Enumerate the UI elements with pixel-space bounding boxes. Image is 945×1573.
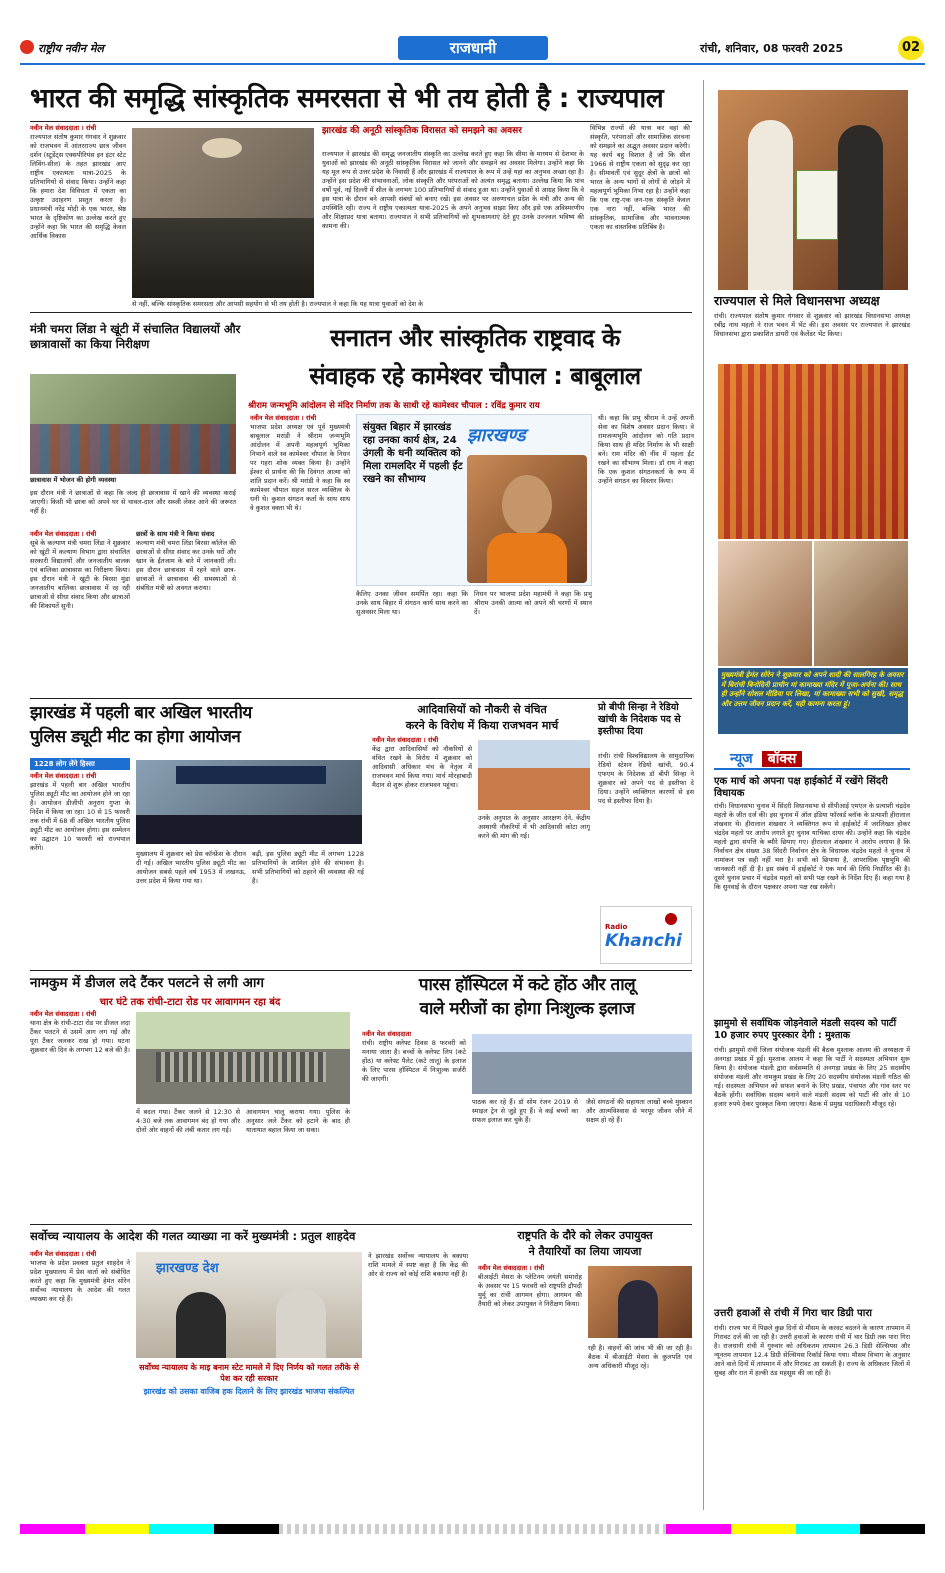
lead-col1-text: राज्यपाल संतोष कुमार गंगवार ने शुक्रवार को राजभवन में आंतरराज्य छात्र जीवन दर्शन (स्टूडेंट्स एक्सपीरियंस इन इंटर स्टेट लिविंग-सील) के तहत झारखंड आए राष्ट्रीय एकात्मता यात्रा-2025 के प्रतिभागियों से संवाद किया। उन्होंने कहा कि हमारा देश विविधता में एकता का उत्कृष्ट उदाहरण प्रस्तुत करता है। प्रधानमंत्री नरेंद्र मोदी के एक भारत, श्रेष्ठ भारत के दृष्टिकोण का उल्लेख करते हुए उन्होंने कहा कि भारत की समृद्धि केवल आर्थिक विकास [30,133,126,240]
news-box-label2: बॉक्स [762,751,803,767]
police-byline: नवीन मेल संवाददाता । रांची [30,772,97,780]
babulal-bottom-a: कैलिए उनका जीवन समर्पित रहा। कहा कि उनके साथ बिहार में संगठन कार्य साथ करने का सुअवसर मिला था। [356,590,468,616]
crowd-shape [156,1052,326,1082]
mid-rule-2 [30,970,692,971]
babulal-bottom-b: निधन पर भाजपा प्रदेश महामंत्री ने कहा कि प्रभु श्रीराम उनकी आत्मा को अपने श्री चरणों में स्थान दें। [474,590,592,616]
hospital-col1-text: रांची। राष्ट्रीय क्लेफ्ट दिवस 8 फरवरी को मनाया जाता है। बच्चों के क्लेफ्ट लिप (कटे होंठ) या क्लेफ्ट पैलेट (कटे तालू) के इलाज के लिए पारस हॉस्पिटल में निःशुल्क सर्जरी की जाएगी। [362,1039,466,1083]
upayukt-headline-2: ने तैयारियों का लिया जायजा [528,1245,642,1258]
tanker-photo [136,1012,350,1104]
upayukt-photo [588,1266,692,1338]
adivasi-col1-text: केंद्र द्वारा आदिवासियों को नौकरियों से वंचित रखने के विरोध में शुक्रवार को आदिवासी अधिकार मंच के नेतृत्व में राजभवन मार्च किया गया। मार्च मोरहाबादी मैदान से शुरू होकर राजभवन पहुंचा। [372,745,472,789]
babulal-headline-2: संवाहक रहे कामेश्वर चौपाल : बाबूलाल [309,362,641,390]
police-tag: 1228 लोग लेंगे हिस्सा [30,758,130,770]
hostel-photo [30,374,236,474]
audience-shape [132,218,314,298]
police-col1 [30,772,130,968]
police-headline-1: झारखंड में पहली बार अखिल भारतीय [30,703,252,723]
nb1-text: रांची। विधानसभा चुनाव में सिंदरी विधानसभा से सीपीआई एमएल के प्रत्याशी चंद्रदेव महतो के जीत दर्ज की। इस चुनाव में ऑल इंडिया फॉरवर्ड ब्लॉक के प्रत्याशी हीरालाल शंखवार थे। हीरालाल शंखवार ने व्यक्तिगत रूप से हाईकोर्ट में जरलिखत होकर चंद्रदेव महतो पर आरोप लगाते हुए चुनाव याचिका दायर की। उन्होंने कहा कि चंद्रदेव महतो द्वारा संपत्ति के ब्यौरे छिपाए गए। हीरालाल शंखवार ने आरोप लगाया है कि निर्वाचन क्षेत्र संख्या 38 सिंदरी निर्वाचन क्षेत्र के विधायक चंद्रदेव महतो ने चुनाव में नामांकन पत्र सही नहीं भरा है। सभी को छिपाया है, आपराधिक पृष्ठभूमि की जानकारी नहीं दी है। इस संबंध में हाईकोर्ट ने एक मार्च की तिथि निर्धारित की है। दूसरे चुनाव प्रचार में चंद्रदेव महतो को सभी पक्ष रखने के निर्देश दिए हैं। कहा गया है कि सुनवाई के दौरान पक्षकार अपना पक्ष रख सकेंगे। [714,802,910,891]
speaker-left-figure [176,1292,226,1358]
governor-caption: राज्यपाल से मिले विधानसभा अध्यक्ष [714,293,880,308]
hospital-headline-1: पारस हॉस्पिटल में कटे होंठ और तालू [418,975,636,995]
minister-byline: नवीन मेल संवाददाता । रांची [30,530,97,538]
adivasi-headline-1: आदिवासियों को नौकरी से वंचित [417,703,547,716]
babulal-quote: संयुक्त बिहार में झारखंड रहा उनका कार्य क्षेत्र, 24 उंगली के धनी व्यक्तित्व को मिला रामलदिर में पहली ईंट रखने का सौभाग्य [363,422,463,485]
radio-logo-top: Radio [605,923,628,931]
temple-photo [718,364,908,539]
shahdeo-headline: सर्वोच्च न्यायालय के आदेश की गलत व्याख्या ना करें मुख्यमंत्री : प्रतुल शाहदेव [30,1229,356,1243]
hospital-col2: पाठक कर रहे हैं। डॉ सोम रंजन 2019 से स्माइल ट्रेन से जुड़े हुए हैं। वे कई बच्चों का सफल इलाज कर चुके हैं। [472,1098,578,1124]
right-col-divider [703,80,704,1510]
shahdeo-caption-sub: झारखंड को उसका वाजिब हक दिलाने के लिए झारखंड भाजपा संकल्पित [143,1387,355,1396]
fire-col2: में बदल गया। टैंकर जलने से 12:30 से 4:30 बजे तक आवागमन बंद हो गया और दोनों ओर वाहनों की लंबी कतार लग गई। [136,1108,240,1134]
shahdeo-col1 [30,1250,130,1512]
fire-headline: नामकुम में डीजल लदे टैंकर पलटने से लगी आग [30,975,264,991]
governor-story: रांची। राज्यपाल संतोष कुमार गंगवार से शुक्रवार को झारखंड विधानसभा अध्यक्ष रबींद्र नाथ महतो ने राज भवन में भेंट की। इस अवसर पर राज्यपाल ने झारखंड विधानसभा द्वारा प्रकाशित डायरी एवं कैलेंडर भेंट किया। [714,312,910,338]
minister-subhead: छात्रों के साथ मंत्री ने किया संवाद [136,530,215,538]
police-press-photo [136,760,362,844]
jharkhand-logo: झारखण्ड [467,425,526,446]
police-col2: मुख्यालय में शुक्रवार को प्रेस कॉन्फ्रेंस के दौरान दी गई। अखिल भारतीय पुलिस ड्यूटी मीट का आयोजन सबसे पहले वर्ष 1953 में लखनऊ, उत्तर प्रदेश में किया गया था। [136,850,246,885]
lead-subhead: झारखंड की अनूठी सांस्कृतिक विरासत को समझने का अवसर [322,126,522,136]
radio-text: रांची। रांची विश्वविद्यालय के सामुदायिक रेडियो स्टेशन रेडियो खांची, 90.4 एफएम के निदेशक डॉ बीपी सिन्हा ने शुक्रवार को अपने पद से इस्तीफा दे दिया। उन्होंने व्यक्तिगत कारणों से इस पद से इस्तीफा दिया है। [598,752,694,805]
radio-dot-icon [665,913,677,925]
hospital-col3: जैसे संगठनों की सहायता लाखों बच्चे मुस्कान और आत्मविश्वास से भरपूर जीवन जीने में सक्षम हो रहे हैं। [586,1098,692,1124]
minister-headline: मंत्री चमरा लिंडा ने खूंटी में संचालित विद्यालयों और छात्रावासों का किया निरीक्षण [30,322,241,351]
shahdeo-photo [136,1252,362,1358]
adivasi-col1 [372,736,472,968]
fire-subhead: चार घंटे तक रांची-टाटा रोड पर आवागमन रहा बंद [99,997,281,1008]
upayukt-headline-1: राष्ट्रपति के दौरे को लेकर उपायुक्त [517,1229,653,1242]
rajbhavan-photo [478,740,590,810]
minister-col2 [136,530,236,690]
chandelier-icon [202,138,242,158]
adivasi-byline: नवीन मेल संवाददाता । रांची [372,736,439,744]
minister-col2-text: कल्याण मंत्री चमरा लिंडा बिरसा कॉलेज की छात्राओं से सीधा संवाद कर उनके घरों और खान के ईंतजाम के बारे में जानकारी ली। इस दौरान छात्रावास में रहने वाले छात्र-छात्राओं ने छात्रावास की समस्याओं से संबंधित मंत्री को अवगत कराया। [136,539,236,592]
cm-caption: मुख्यमंत्री हेमंत सोरेन ने शुक्रवार को अपने शादी की सालगिरह के अवसर में बिरांची बिनोदिनी प्राचीन मां कामाख्या मंदिर में पूजा-अर्चना की। साथ ही उन्होंने सोशल मीडिया पर लिखा, मां कामाख्या सभी को सुखी, समृद्ध और उत्तम जीवन प्रदान करें, यही कामना करता हूं। [718,668,908,734]
babulal-col3: थी। कहा कि प्रभु श्रीराम ने उन्हें अपनी सेवा का विशेष अवसर प्रदान किया। वे रामजन्मभूमि आंदोलन को गति प्रदान किया साथ ही मंदिर निर्माण के भी साक्षी बने। राम मंदिर की नींव में पहला ईंट रखने का सौभाग्य मिला। डॉ राय ने कहा कि एक कुशल संगठनकर्ता के रूप में उन्होंने संगठन का विस्तार किया। [598,414,694,485]
officers-table [136,815,362,844]
nb3-headline: उत्तरी हवाओं से रांची में गिरा चार डिग्री पारा [714,1308,873,1319]
lead-photo [132,128,314,298]
masthead [20,36,925,66]
fire-col1 [30,1010,130,1220]
fire-byline: नवीन मेल संवाददाता । रांची [30,1010,97,1018]
lead-bottom-rule [30,312,692,313]
paper-logo-icon [20,40,34,54]
nb3-text: रांची। राज्य भर में पिछले कुछ दिनों से मौसम के करवट बदलने के कारण तापमान में गिरावट दर्ज की जा रही है। उत्तरी हवाओं के कारण रांची में चार डिग्री तक पारा गिरा है। राजधानी रांची में गुरुवार को अधिकतम तापमान 26.3 डिग्री सेल्सियस और न्यूनतम तापमान 12.4 डिग्री सेल्सियस रिकॉर्ड किया गया। मौसम विभाग के अनुसार आने वाले दिनों में तापमान में और गिरावट आ सकती है। राज्य के अधिकतर जिलों में सुबह और रात में हल्की ठंड महसूस की जा रही है। [714,1324,910,1377]
shahdeo-byline: नवीन मेल संवाददाता । रांची [30,1250,97,1258]
mid-rule-3 [30,1224,692,1225]
chaupal-photo [467,455,587,583]
dateline: रांची, शनिवार, 08 फरवरी 2025 [700,42,844,55]
shahdeo-col1-text: भाजपा के प्रदेश प्रवक्ता प्रतुल शाहदेव ने प्रदेश मुख्यालय में प्रेस वार्ता को संबोधित करते हुए कहा कि मुख्यमंत्री हेमंत सोरेन सर्वोच्च न्यायालय के आदेश की गलत व्याख्या कर रहे हैं। [30,1259,130,1303]
police-col1-text: झारखंड में पहली बार अखिल भारतीय पुलिस ड्यूटी मीट का आयोजन होने जा रहा है। आयोजन डीजीपी अनुराग गुप्ता के निर्देश में किया जा रहा। 10 से 15 फरवरी तक रांची में 68 वीं अखिल भारतीय पुलिस ड्यूटी मीट का आयोजन होगा। इस सम्मेलन का उद्घाटन 10 फरवरी को राज्यपाल करेंगे। [30,781,130,852]
police-col3: बढ़ी, इस पुलिस ड्यूटी मीट में लगभग 1228 प्रतिभागियों के शामिल होने की संभावना है। सभी प्रतिभागियों को ठहरने की व्यवस्था की गई है। [252,850,364,885]
officer-figure [618,1280,658,1338]
upayukt-byline: नवीन मेल संवाददाता । रांची [478,1264,545,1272]
press-logo: झारखण्ड देश [156,1261,219,1276]
babulal-col1 [250,414,350,594]
lead-col3: विभिन्न राज्यों की यात्रा कर वहां की संस्कृति, परंपराओं और सामाजिक संरचना को समझने का अद्भुत अवसर प्रदान करेगी। यह कार्य बहु विशाल है जो कि सील 1966 से राष्ट्रीय एकता को सुदृढ़ कर रहा है। सीमावर्ती एवं सुदूर क्षेत्रों के छात्रों को भारत के अन्य भागों से लोगों से जोड़ने में महत्वपूर्ण भूमिका निभा रहा है। उन्होंने कहा कि एक राष्ट्र-एक जन-एक संस्कृति केवल एक नारा नहीं, बल्कि भारत की सांस्कृतिक, सामाजिक और भावनात्मक एकता का वास्तविक प्रतिबिंब है। [590,124,690,231]
babulal-subhead: श्रीराम जन्मभूमि आंदोलन से मंदिर निर्माण तक के साथी रहे कामेश्वर चौपाल : रविंद्र कुमार राय [248,401,540,411]
minister-col1-text: सूबे के कल्याण मंत्री चमरा लिंडा ने शुक्रवार को खूंटी में कल्याण विभाग द्वारा संचालित सरकारी विद्यालयों और जनजातीय बालक एवं बालिका छात्रावास का निरीक्षण किया। इस दौरान मंत्री ने खूंटी के बिरसा मुंडा जनजातीय बालिका छात्रावास में रह रही छात्राओं से सीधा संवाद किया और छात्राओं की शिकायतें सुनी। [30,539,130,610]
cm-photo-1 [718,541,812,666]
mid-rule-1 [30,698,692,699]
speaker-right-figure [276,1288,326,1358]
adivasi-col2: उनके अनुपात के अनुसार आरक्षण देने, केंद्रीय अस्थायी नौकरियों में भी आदिवासी कोटा लागू करने की मांग की गई। [478,814,590,840]
governor-figure [748,120,793,290]
lead-tail: से नहीं, बल्कि सांस्कृतिक समरसता और आपसी सहयोग से भी तय होती है। राज्यपाल ने कहा कि यह यात्रा युवाओं को देश के [132,300,424,308]
lead-col1 [30,124,126,302]
babulal-quote-box [356,414,592,586]
nb1-headline: एक मार्च को अपना पक्ष हाईकोर्ट में रखेंगे सिंदरी विधायक [714,776,888,799]
shahdeo-caption: सर्वोच्च न्यायालय के माइ बनाम स्टेट मामले में दिए निर्णय को गलत तरीके से पेश कर रही सरकार [139,1363,359,1383]
fire-col3: आवागमन चालू कराया गया। पुलिस के अनुसार जले टैंकर को हटाने के बाद ही यातायात बहाल किया जा सका। [246,1108,350,1134]
governor-photo [718,90,908,290]
radio-khanchi-logo [600,906,692,964]
calendar-shape [796,170,838,240]
hospital-photo [472,1034,692,1094]
page-number: 02 [898,36,924,60]
nb2-headline: झामुमो से सर्वाधिक जोड़नेवाले मंडली सदस्य को पार्टी 10 हजार रुपए पुरस्कार देगी : मुश्ताक [714,1018,897,1041]
lead-headline: भारत की समृद्धि सांस्कृतिक समरसता से भी तय होती है : राज्यपाल [30,83,664,114]
chaupal-face [502,475,552,535]
radio-headline: प्रो बीपी सिन्हा ने रेडियो खांची के निदेशक पद से इस्तीफा दिया [598,702,681,737]
masthead-rule [20,63,925,65]
lead-col2: राज्यपाल ने झारखंड की समृद्ध जनजातीय संस्कृति का उल्लेख करते हुए कहा कि सीमा के माध्यम से देशभर के युवाओं को झारखंड की अनूठी सांस्कृतिक विरासत को जानने और समझने का अवसर मिलेगा। उन्होंने कहा कि यह मूल रूप से उत्तर प्रदेश के निवासी हैं और झारखंड में राज्यपाल के रूप में उन्हें यहां का अनुभव अच्छा रहा है। उन्होंने इस प्रदेश की संभावनाओं, लोक संस्कृति और परंपराओं को अत्यंत समृद्ध बताया। उल्लेख किया कि पांच वर्षों पूर्व, नई दिल्ली में सील के लगभग 100 प्रतिभागियों से संवाद हुआ था। उन्होंने युवाओं से आग्रह किया कि वे इस यात्रा के दौरान बने आपसी संबंधों को बनाए रखें। इस अवसर पर अरुणाचल प्रदेश के मंत्री और अन्य की उपस्थिति रही। राज्य ने राष्ट्रीय एकात्मता यात्रा-2025 के अपने अनुभव साझा किए और इसे एक अविस्मरणीय और शिक्षाप्रद यात्रा बताया। राज्यपाल ने सभी प्रतिभागियों को शुभकामनाएं देते हुए उनके उज्ज्वल भविष्य की कामना की। [322,150,584,230]
students-shape [30,424,236,474]
hospital-col1 [362,1030,466,1220]
upayukt-col1-text: बीआईटी मेसरा के प्लेटिनम जयंती समारोह के अवसर पर 15 फरवरी को राष्ट्रपति द्रौपदी मुर्मू का रांची आगमन होगा। आगमन की तैयारी को लेकर उपायुक्त ने निरीक्षण किया। [478,1273,582,1308]
nb2-text: रांची। झामुमो रांची जिला संयोजक मंडली की बैठक मुश्ताक आलम की अध्यक्षता में अनगड़ा प्रखंड में हुई। मुश्ताक आलम ने कहा कि पार्टी ने सदस्यता अभियान शुरू किया है। संयोजक मंडली द्वारा सर्वसम्मति से अनगड़ा प्रखंड के लिए 25 सदस्यीय संयोजक मंडली और नामकुम प्रखंड के लिए 20 सदस्यीय संयोजक मंडली गठित की गई। सदस्यता अभियान को सफल बनाने के लिए प्रखंड, पंचायत और गांव स्तर पर बैठकें होंगी। सर्वाधिक सदस्य बनाने वाले मंडली सदस्य को पार्टी की ओर से 10 हजार रुपये देकर पुरस्कृत किया जाएगा। बैठक में प्रमुख पदाधिकारी मौजूद रहे। [714,1046,910,1108]
hospital-headline-2: वाले मरीजों का होगा निःशुल्क इलाज [419,999,635,1019]
babulal-headline-1: सनातन और सांस्कृतिक राष्ट्रवाद के [330,324,620,352]
babulal-byline: नवीन मेल संवाददाता । रांची [250,414,317,422]
chaupal-garment [487,533,567,583]
section-label: राजधानी [398,36,548,60]
hostel-lead: इस दौरान मंत्री ने छात्राओं से कहा कि जल्द ही छात्रावास में खाने की व्यवस्था कराई जाएगी। किसी भी छात्रा को अपने घर से चावल-दाल और सब्जी लेकर आने की जरूरत नहीं है। [30,489,236,515]
lead-byline: नवीन मेल संवाददाता । रांची [30,124,97,132]
speaker-figure [838,125,883,290]
news-box-label: न्यूज [730,751,753,767]
shahdeo-col3: ने झारखंड सर्वोच्च न्यायालय के बकाया राशि मामले में स्पष्ट कहा है कि केंद्र की ओर से राज्य को कोई राशि बकाया नहीं है। [368,1252,468,1278]
press-banner [176,766,326,784]
minister-col1 [30,530,130,690]
garlands-shape [718,364,908,539]
adivasi-headline-2: करने के विरोध में किया राजभवन मार्च [405,719,559,732]
news-box-header [714,748,910,770]
hospital-byline: नवीन मेल संवाददाता [362,1030,411,1038]
upayukt-col2: रही है। वाहनों की जांच भी की जा रही है। बैठक में बीआईटी मेसरा के कुलपति एवं अन्य अधिकारी मौजूद रहे। [588,1344,692,1370]
lead-rule [30,121,692,122]
footer-color-bar [20,1524,925,1534]
upayukt-col1 [478,1264,582,1512]
police-headline-2: पुलिस ड्यूटी मीट का होगा आयोजन [30,727,241,747]
paper-name: राष्ट्रीय नवीन मेल [38,42,104,55]
fire-col1-text: थाना क्षेत्र के रांची-टाटा रोड पर डीजल लदा टैंकर पलटने से उसमें आग लग गई और पूरा टैंकर जलकर राख हो गया। घटना शुक्रवार की दिन के लगभग 12 बजे की है। [30,1019,130,1054]
babulal-col1-text: भाजपा प्रदेश अध्यक्ष एवं पूर्व मुख्यमंत्री बाबूलाल मरांडी ने श्रीराम जन्मभूमि आंदोलन में अपनी महत्वपूर्ण भूमिका निभाने वाले स्व कामेश्वर चौपाल के निधन पर गहरा शोक व्यक्त किया है। उन्होंने ईश्वर से प्रार्थना की कि दिवंगत आत्मा को शांति प्रदान करें। श्री मरांडी ने कहा कि स्व कामेश्वर चौपाल सहज सरल व्यक्तित्व के धनी थे। कुशल संगठन कर्ता के साथ साथ वे कुशल वक्ता भी थे। [250,423,350,512]
cm-photo-2 [814,541,908,666]
radio-logo-text: Khanchi [605,931,682,951]
hostel-caption: छात्रावास में भोजन की होगी व्यवस्था [30,476,117,484]
